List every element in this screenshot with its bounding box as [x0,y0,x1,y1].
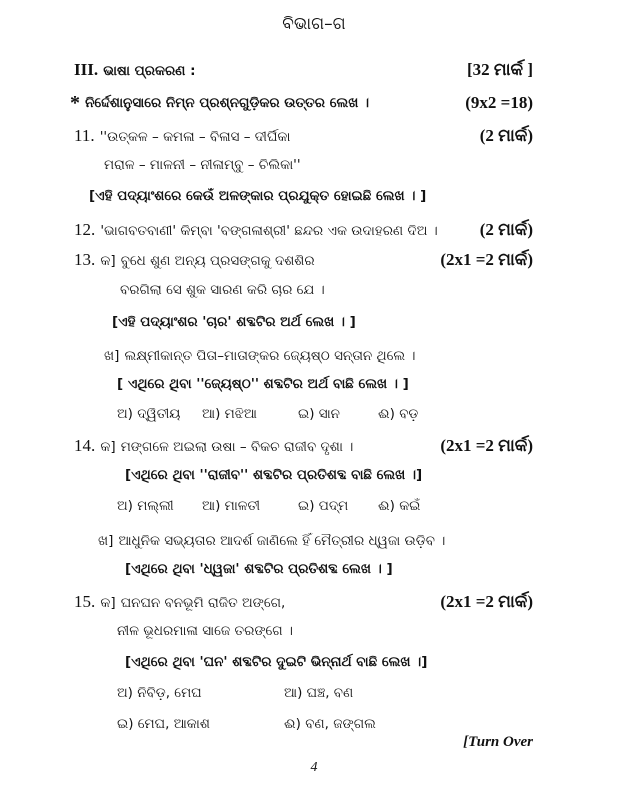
question-13 [74,250,315,270]
section-title: ବିଭାଗ–ଗ [282,14,346,34]
part-marks: [32 ମାର୍କ ] [467,60,533,79]
question-15a-instruction: [ଏଥିରେ ଥିବା 'ଘନ' ଶବ୍ଦଟିର ଦୁଇଟି ଭିନ୍ନାର୍ଥ ବାଛି ଲେଖ ।] [125,654,428,670]
question-line: ''ଉତ୍କଳ – କମଳା – ବିଳାସ – ଦୀର୍ଘିକା [99,129,291,145]
part-name: ଭାଷା ପ୍ରକରଣ : [103,63,196,79]
part-heading [74,60,196,80]
question-text: ଆଧୁନିକ ସଭ୍ୟତାର ଆଦର୍ଶ ଜାଣିଲେ ହିଁ ମୈତ୍ରୀର ଧ୍ୱଜା ଉଡ଼ିବ । [118,533,446,549]
part-label: ଖ] [104,348,120,364]
option-b: ଆ) ମାଳତୀ [202,498,261,514]
part-label: କ] [100,439,116,455]
part-label: କ] [100,253,116,269]
page-number: 4 [310,760,318,775]
option-d: ଈ) କଇଁ [378,498,421,514]
question-15 [74,592,285,612]
option-c: ଇ) ପଦ୍ମ [298,498,349,514]
question-number: 11. [74,126,95,145]
question-line: ବୁଧେ ଶୁଣ ଅନ୍ୟ ପ୍ରସଙ୍ଗକୁ ଦଶଶିର [120,253,315,269]
question-14-marks: (2x1 =2 ମାର୍କ) [440,436,533,455]
question-13b [104,345,416,364]
option-d: ଈ) ବଡ଼ [378,406,419,422]
question-number: 15. [74,592,96,611]
question-line: ଘନଘନ ବନଭୂମି ରାଜିତ ଅଙ୍ଗେ, [120,595,286,611]
question-14a-instruction: [ଏଥିରେ ଥିବା ''ରାଜୀବ'' ଶବ୍ଦଟିର ପ୍ରତିଶବ୍ଦ ବାଛି ଲେଖ ।] [125,467,423,483]
question-text: ମଙ୍ଗଳେ ଅଇଲା ଉଷା – ବିକଚ ରାଜୀବ ଦୃଶା । [120,439,354,455]
part-label: ଖ] [98,533,114,549]
question-11-marks: (2 ମାର୍କ) [479,126,533,145]
part-label: କ] [100,595,116,611]
question-14b-instruction: [ଏଥିରେ ଥିବା 'ଧ୍ୱଜା' ଶବ୍ଦଟିର ପ୍ରତିଶବ୍ଦ ଲେଖ । ] [125,561,393,577]
option-a: ଅ) ଦ୍ୱିତୀୟ [117,406,181,422]
question-12-marks: (2 ମାର୍କ) [479,220,533,239]
question-number: 12. [74,220,96,239]
question-text: 'ଭାଗବତବାଣୀ' କିମ୍ବା 'ବଙ୍ଗଳାଶ୍ରୀ' ଛନ୍ଦର ଏକ ଉଦାହରଣ ଦିଅ । [100,223,438,239]
question-12 [74,220,438,240]
question-number: 14. [74,436,96,455]
question-text: ଲକ୍ଷ୍ମୀକାନ୍ତ ପିତା–ମାତାଙ୍କର ଜ୍ୟେଷ୍ଠ ସନ୍ତାନ ଥିଲେ । [124,348,416,364]
option-c: ଇ) ସାନ [298,406,340,422]
question-13a-instruction: [ଏହି ପଦ୍ୟାଂଶର 'ଚାର' ଶବ୍ଦଟିର ଅର୍ଥ ଲେଖ । ] [112,314,356,330]
question-13b-instruction: [ ଏଥିରେ ଥିବା ''ଜ୍ୟେଷ୍ଠ'' ଶବ୍ଦଟିର ଅର୍ଥ ବାଛି ଲେଖ । ] [117,376,409,392]
general-instruction [70,92,369,115]
question-11-line-2: ମରାଳ – ମାଳନୀ – ନୀଳାମ୍ବୁ – ଚିଲିକା'' [104,157,301,173]
option-a: ଅ) ମଲ୍ଲୀ [117,498,174,514]
question-14 [74,436,353,456]
part-label: III. [74,60,99,79]
instruction-text: ନିର୍ଦ୍ଦେଶାନୁସାରେ ନିମ୍ନ ପ୍ରଶ୍ନଗୁଡ଼ିକର ଉତ୍ତର ଲେଖ । [85,95,370,111]
question-15a-line-2: ନୀଳ ଭୂଧରମାଳା ସାଜେ ତରଙ୍ଗେ । [117,623,294,639]
question-13-marks: (2x1 =2 ମାର୍କ) [440,250,533,269]
option-c: ଇ) ମେଘ, ଆକାଶ [117,716,210,732]
question-11-instruction: [ଏହି ପଦ୍ୟାଂଶରେ କେଉଁ ଅଳଙ୍କାର ପ୍ରଯୁକ୍ତ ହୋଇଛି ଲେଖ । ] [89,188,427,204]
option-b: ଆ) ମଝିଆ [202,406,257,422]
option-d: ଈ) ବଣ, ଜଙ୍ଗଲ [284,716,376,732]
question-13a-line-2: ବରଗିଲା ସେ ଶୁକ ସାରଣ କରି ଚାର ଯେ । [120,282,325,298]
question-11 [74,126,291,146]
turn-over-note: [Turn Over [463,734,533,750]
question-number: 13. [74,250,96,269]
asterisk-icon: * [70,92,80,114]
question-14b [98,530,445,549]
instruction-marks: (9x2 =18) [465,93,533,112]
question-15-marks: (2x1 =2 ମାର୍କ) [440,592,533,611]
option-b: ଆ) ଘଞ୍ଚ, ବଣ [284,685,354,701]
option-a: ଅ) ନିବିଡ଼, ମେଘ [117,685,202,701]
